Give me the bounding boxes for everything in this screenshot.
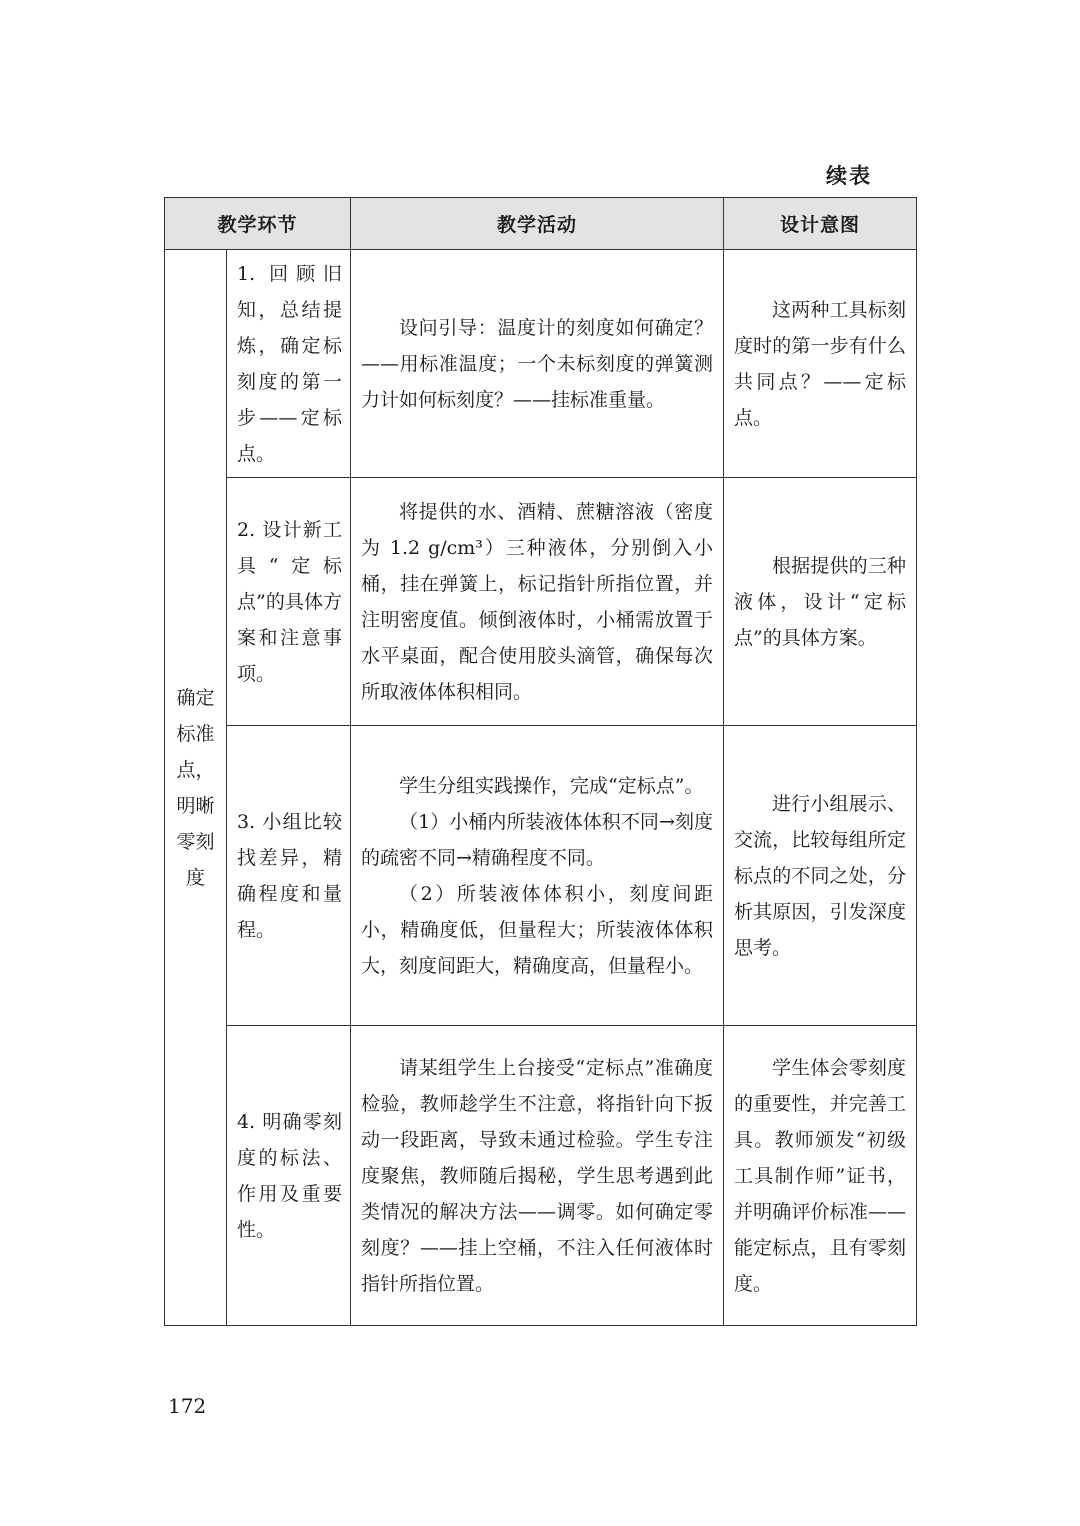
table-header-row [165,198,917,250]
intent-text: 这两种工具标刻度时的第一步有什么共同点？——定标点。 [734,298,907,429]
activity-text: 设问引导：温度计的刻度如何确定？——用标准温度；一个未标刻度的弹簧测力计如何标刻度？——挂标准重量。 [361,316,714,411]
lesson-table [164,197,917,1326]
header-activity: 教学活动 [351,198,724,250]
activity-text: 将提供的水、酒精、蔗糖溶液（密度为 1.2 g/cm³）三种液体，分别倒入小桶，挂在弹簧上，标记指针所指位置，并注明密度值。倾倒液体时，小桶需放置于水平桌面，配合使用胶头滴管，确保每次所取液体体积相同。 [361,500,714,703]
step-cell [227,726,351,1026]
intent-cell [724,1026,917,1326]
continued-table-label: 续表 [826,164,872,188]
intent-cell [724,726,917,1026]
step-text: 3. 小组比较找差异，精确程度和量程。 [237,810,343,941]
intent-text: 进行小组展示、交流，比较每组所定标点的不同之处，分析其原因，引发深度思考。 [734,792,907,959]
step-cell [227,250,351,478]
header-intent: 设计意图 [724,198,917,250]
step-text: 2. 设计新工具“定标点”的具体方案和注意事项。 [237,518,343,685]
step-cell [227,1026,351,1326]
activity-paragraph: 学生分组实践操作，完成“定标点”。 [399,774,704,797]
activity-cell [351,726,724,1026]
intent-cell [724,478,917,726]
page-number: 172 [168,1394,207,1418]
activity-cell [351,1026,724,1326]
section-label-cell [165,250,227,1326]
intent-text: 根据提供的三种液体，设计“定标点”的具体方案。 [734,554,907,649]
activity-paragraph: （2）所装液体体积小，刻度间距小，精确度低，但量程大；所装液体体积大，刻度间距大，精确度高，但量程小。 [361,882,714,977]
table-row [165,726,917,1026]
intent-text: 学生体会零刻度的重要性，并完善工具。教师颁发“初级工具制作师”证书，并明确评价标准——能定标点，且有零刻度。 [734,1056,907,1295]
activity-paragraph: （1）小桶内所装液体体积不同→刻度的疏密不同→精确程度不同。 [361,810,714,869]
intent-cell [724,250,917,478]
table-row [165,1026,917,1326]
step-cell [227,478,351,726]
step-text: 4. 明确零刻度的标法、作用及重要性。 [237,1110,343,1241]
step-text: 1. 回顾旧知，总结提炼，确定标刻度的第一步——定标点。 [237,262,343,465]
header-stage: 教学环节 [165,198,351,250]
activity-text: 请某组学生上台接受“定标点”准确度检验，教师趁学生不注意，将指针向下扳动一段距离，导致未通过检验。学生专注度聚焦，教师随后揭秘，学生思考遇到此类情况的解决方法——调零。如何确定零刻度？——挂上空桶，不注入任何液体时指针所指位置。 [361,1056,714,1295]
table-row [165,478,917,726]
table-row [165,250,917,478]
activity-cell [351,478,724,726]
section-label: 确定标准点，明晰零刻度 [176,686,215,889]
activity-cell [351,250,724,478]
